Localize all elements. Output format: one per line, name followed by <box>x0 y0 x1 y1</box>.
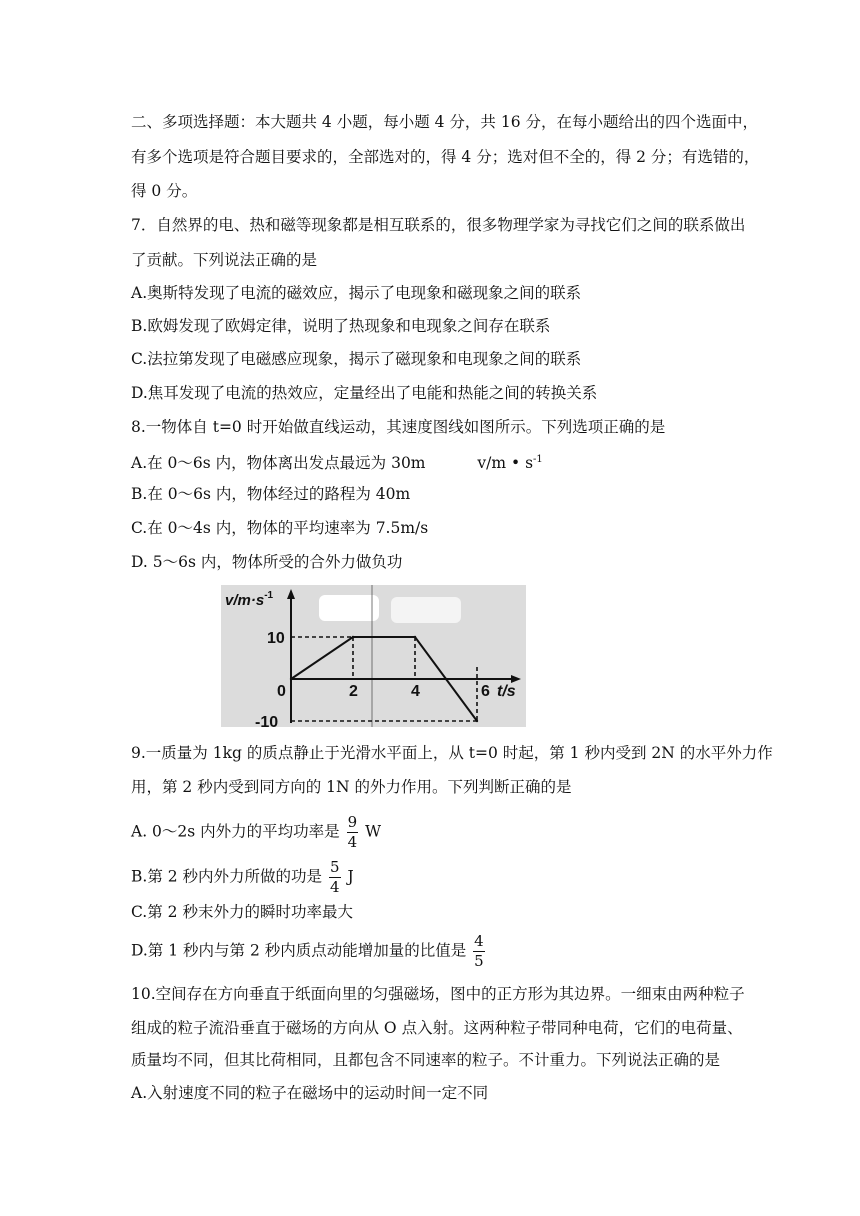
data-point-3 <box>445 678 447 680</box>
q9-option-c: C.第 2 秒末外力的瞬时功率最大 <box>131 903 353 921</box>
q8-option-c: C.在 0～4s 内，物体的平均速率为 7.5m/s <box>131 519 429 537</box>
section-heading-line-3: 得 0 分。 <box>131 182 198 200</box>
x-axis-label: t/s <box>497 683 516 700</box>
velocity-time-graph <box>221 585 526 727</box>
q9-option-b: B.第 2 秒内外力所做的功是 $\frac{5}{4}$ J <box>131 858 354 896</box>
q8-stem: 8.一物体自 t=0 时开始做直线运动，其速度图线如图所示。下列选项正确的是 <box>131 418 666 436</box>
section-heading-line-2: 有多个选项是符合题目要求的，全部选对的，得 4 分；选对但不全的，得 2 分；有选错的， <box>131 148 760 166</box>
y-axis-label: $v/m\cdot s^{-1}$ <box>225 590 274 609</box>
x-tick-0: 0 <box>277 683 286 700</box>
x-tick-6: 6 <box>481 683 490 700</box>
data-point-2 <box>414 636 416 638</box>
q9-option-d: D.第 1 秒内与第 2 秒内质点动能增加量的比值是 $\frac{4}{5}$ <box>131 932 484 970</box>
q9-stem-line-1: 9.一质量为 1kg 的质点静止于光滑水平面上，从 t=0 时起，第 1 秒内受到 2N 的水平外力作 <box>131 744 773 762</box>
graph-smudge <box>319 595 379 621</box>
y-tick-neg10: -10 <box>255 714 279 727</box>
q8-option-d: D. 5～6s 内，物体所受的合外力做负功 <box>131 553 403 571</box>
x-tick-4: 4 <box>411 683 420 700</box>
graph-smudge-2 <box>391 597 461 623</box>
q9-option-a: A. 0～2s 内外力的平均功率是 $\frac{9}{4}$ W <box>131 813 382 851</box>
q9-a-fraction: $\frac{9}{4}$ <box>347 813 358 851</box>
q7-stem-line-2: 了贡献。下列说法正确的是 <box>131 251 318 269</box>
x-tick-2: 2 <box>349 683 358 700</box>
q8-unit-label: v/m • $s^{-1}$ <box>477 454 543 473</box>
q7-option-a: A.奥斯特发现了电流的磁效应，揭示了电现象和磁现象之间的联系 <box>131 284 582 302</box>
section-heading-line-1: 二、多项选择题：本大题共 4 小题，每小题 4 分，共 16 分，在每小题给出的四个选面中， <box>131 113 759 131</box>
q7-option-c: C.法拉第发现了电磁感应现象，揭示了磁现象和电现象之间的联系 <box>131 350 582 368</box>
q9-stem-line-2: 用，第 2 秒内受到同方向的 1N 的外力作用。下列判断正确的是 <box>131 778 572 796</box>
q10-option-a: A.入射速度不同的粒子在磁场中的运动时间一定不同 <box>131 1084 489 1102</box>
data-point-1 <box>352 636 354 638</box>
data-point-4 <box>476 720 478 722</box>
q8-option-b: B.在 0～6s 内，物体经过的路程为 40m <box>131 485 411 503</box>
q7-stem-line-1: 7．自然界的电、热和磁等现象都是相互联系的，很多物理学家为寻找它们之间的联系做出 <box>131 216 746 234</box>
q9-d-fraction: $\frac{4}{5}$ <box>474 932 484 970</box>
q8-option-a-row <box>131 449 543 474</box>
data-point-0 <box>290 678 292 680</box>
q10-stem-line-1: 10.空间存在方向垂直于纸面向里的匀强磁场，图中的正方形为其边界。一细束由两种粒子 <box>131 985 745 1003</box>
q8-option-a: A.在 0～6s 内，物体离出发点最远为 30m <box>131 454 426 473</box>
q10-stem-line-3: 质量均不同，但其比荷相同，且都包含不同速率的粒子。不计重力。下列说法正确的是 <box>131 1051 721 1069</box>
y-tick-10: 10 <box>267 630 285 647</box>
q7-option-b: B.欧姆发现了欧姆定律，说明了热现象和电现象之间存在联系 <box>131 317 551 335</box>
q9-b-fraction: $\frac{5}{4}$ <box>329 858 340 896</box>
q10-stem-line-2: 组成的粒子流沿垂直于磁场的方向从 O 点入射。这两种粒子带同种电荷，它们的电荷量、 <box>131 1019 743 1037</box>
q7-option-d: D.焦耳发现了电流的热效应，定量经出了电能和热能之间的转换关系 <box>131 384 598 402</box>
